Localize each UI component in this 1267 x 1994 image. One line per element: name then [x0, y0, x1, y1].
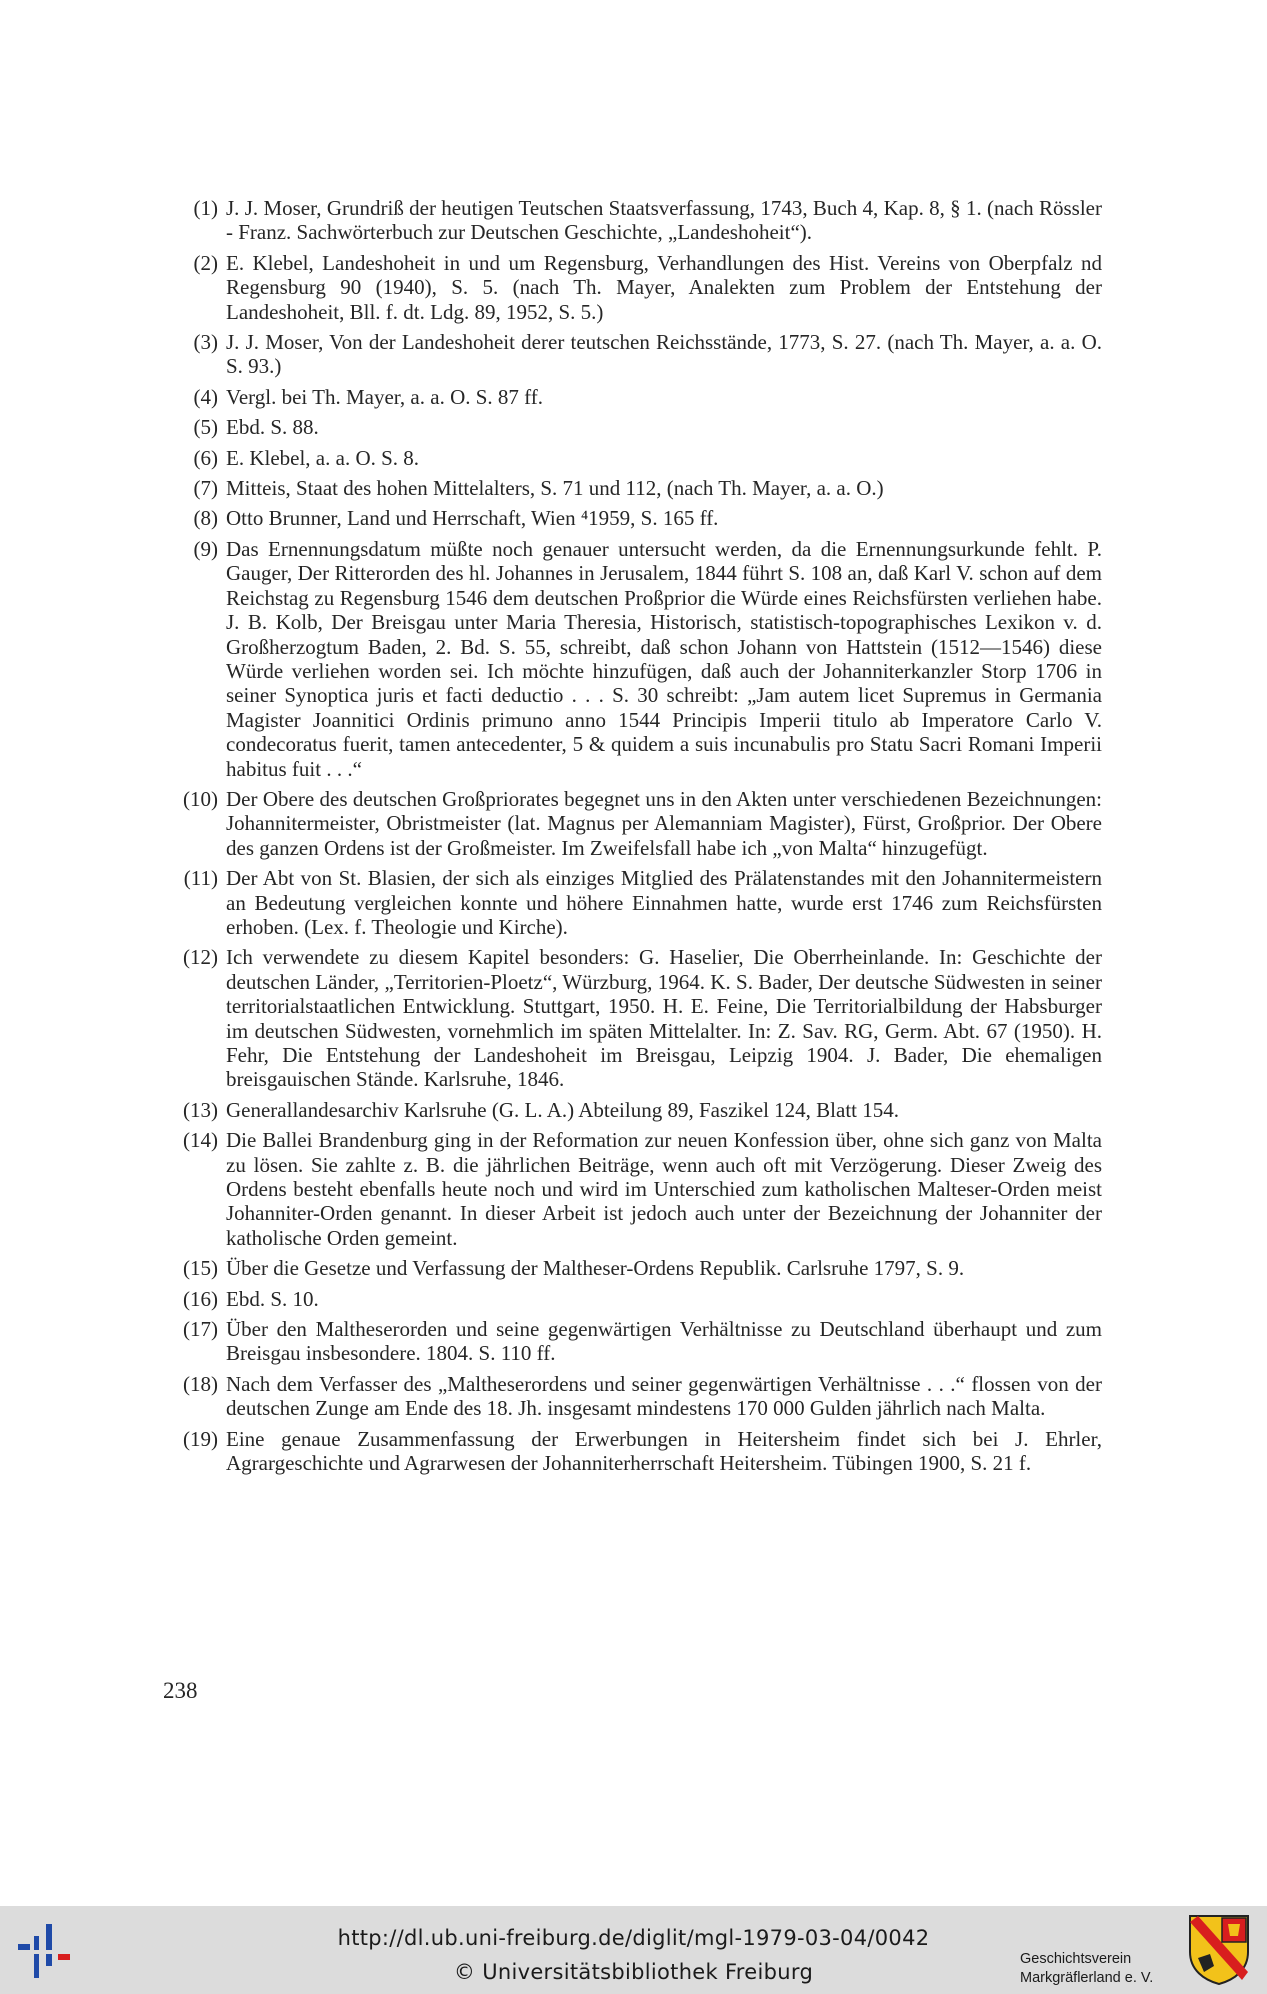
footnote-number: (2) [193, 250, 218, 275]
footnote [170, 196, 1102, 245]
footnote [170, 506, 1102, 530]
footnote [170, 446, 1102, 470]
footnote [170, 1317, 1102, 1366]
society-name-line: Markgräflerland e. V. [1020, 1970, 1154, 1986]
footnote-number: (10) [183, 786, 218, 811]
footnote-number: (15) [183, 1256, 218, 1281]
footnote-text: Das Ernennungsdatum müßte noch genauer untersucht werden, da die Ernennungsurkunde fehlt. P. Gauger, Der Ritterorden des hl. Johannes in Jerusalem, 1844 führt S. 108 an, daß Karl V. schon auf dem Reichstag zu Regensburg 1546 dem deutschen Proßprior die Würde eines Reichsfürsten verliehen habe. J. B. Kolb, Der Breisgau unter Maria Theresia, Historisch, statistisch-topographisches Lexikon v. d. Großherzogtum Baden, 2. Bd. S. 55, schreibt, daß schon Johann von Hattstein (1512—1546) diese Würde verliehen worden sei. Ich möchte hinzufügen, daß auch der Johanniterkanzler Storp 1706 in seiner Synoptica juris et facti deductio . . . S. 30 schreibt: „Jam autem licet Supremus in Germania Magister Joannitici Ordinis primuno anno 1544 Principis Imperii titulo ab Imperatore Carlo V. condecoratus fuerit, tamen antecedenter, 5 & quidem a suis incunabulis pro Statu Sacri Romani Imperii habitus fuit . . .“ [226, 536, 1102, 781]
footer-bar [0, 1906, 1267, 1994]
footnote-text: Vergl. bei Th. Mayer, a. a. O. S. 87 ff. [226, 384, 544, 409]
footnote-text: J. J. Moser, Grundriß der heutigen Teutschen Staatsverfassung, 1743, Buch 4, Kap. 8, § 1. (nach Rössler - Franz. Sachwörterbuch zur Deutschen Geschichte, „Landeshoheit“). [226, 196, 1102, 245]
footnote-text: Generallandesarchiv Karlsruhe (G. L. A.) Abteilung 89, Faszikel 124, Blatt 154. [226, 1097, 900, 1122]
footnote-number: (6) [193, 445, 218, 470]
footnote-number: (5) [193, 415, 218, 440]
footnote [170, 330, 1102, 379]
footnote-text: Der Obere des deutschen Großpriorates begegnet uns in den Akten unter verschiedenen Bezeichnungen: Johannitermeister, Obristmeister (lat. Magnus per Alemanniam Magister), Fürst, Großprior. Der Obere des ganzen Ordens ist der Großmeister. Im Zweifelsfall habe ich „von Malta“ hinzugefügt. [226, 786, 1102, 860]
footnote-number: (14) [183, 1128, 218, 1153]
footnote-text: E. Klebel, Landeshoheit in und um Regensburg, Verhandlungen des Hist. Vereins von Oberpfalz nd Regensburg 90 (1940), S. 5. (nach Th. Mayer, Analekten zum Problem der Entstehung der Landeshoheit, Bll. f. dt. Ldg. 89, 1952, S. 5.) [226, 250, 1102, 324]
footnote-number: (19) [183, 1426, 218, 1451]
copyright-text: © Universitätsbibliothek Freiburg [453, 1960, 814, 1984]
footnote [170, 251, 1102, 324]
footnote [170, 415, 1102, 439]
footnote-text: J. J. Moser, Von der Landeshoheit derer teutschen Reichsstände, 1773, S. 27. (nach Th. Mayer, a. a. O. S. 93.) [226, 330, 1102, 379]
footnote [170, 945, 1102, 1091]
footnote [170, 1256, 1102, 1280]
footnote [170, 1128, 1102, 1250]
footnote [170, 537, 1102, 781]
footnote-number: (11) [183, 866, 218, 891]
footnote-text: Mitteis, Staat des hohen Mittelalters, S. 71 und 112, (nach Th. Mayer, a. a. O.) [226, 476, 884, 501]
footnote [170, 866, 1102, 939]
footnote [170, 476, 1102, 500]
footnote-text: Ich verwendete zu diesem Kapitel besonders: G. Haselier, Die Oberrheinlande. In: Geschichte der deutschen Länder, „Territorien-Ploetz“, Würzburg, 1964. K. S. Bader, Der deutsche Südwesten in seiner territorialstaatlichen Entwicklung. Stuttgart, 1950. H. E. Feine, Die Territorialbildung der Habsburger im deutschen Südwesten, vornehmlich im späten Mittelalter. In: Z. Sav. RG, Germ. Abt. 67 (1950). H. Fehr, Die Entstehung der Landeshoheit im Breisgau, Leipzig 1904. J. Bader, Die ehemaligen breisgauischen Stände. Karlsruhe, 1846. [226, 945, 1102, 1092]
footnote [170, 385, 1102, 409]
footnote-number: (4) [193, 384, 218, 409]
footnote [170, 1372, 1102, 1421]
footnote [170, 1098, 1102, 1122]
shield-figure [1228, 1924, 1240, 1936]
footnote-number: (3) [193, 330, 218, 355]
footnote-text: Der Abt von St. Blasien, der sich als einziges Mitglied des Prälatenstandes mit den Johannitermeistern an Bedeutung vergleichen konnte und höhere Einnahmen hatte, wurde erst 1746 zum Reichsfürsten erhoben. (Lex. f. Theologie und Kirche). [226, 866, 1102, 939]
footnote-number: (8) [193, 506, 218, 531]
footnote-text: Über die Gesetze und Verfassung der Maltheser-Ordens Republik. Carlsruhe 1797, S. 9. [226, 1256, 965, 1281]
society-name-line: Geschichtsverein [1020, 1951, 1132, 1967]
footnote-number: (7) [193, 476, 218, 501]
footnote [170, 787, 1102, 860]
footnote-text: Ebd. S. 88. [226, 415, 319, 440]
footnote-text: Die Ballei Brandenburg ging in der Reformation zur neuen Konfession über, ohne sich ganz von Malta zu lösen. Sie zahlte z. B. die jährlichen Beiträge, wenn auch oft mit Verzögerung. Dieser Zweig des Ordens besteht ebenfalls heute noch und wird im Unterschied zum katholischen Malteser-Orden meist Johanniter-Orden genannt. In dieser Arbeit ist jedoch auch unter der Bezeichnung der Johanniter der katholische Orden gemeint. [226, 1128, 1102, 1250]
footnote-text: E. Klebel, a. a. O. S. 8. [226, 445, 420, 470]
footnote-number: (18) [183, 1371, 218, 1396]
coat-of-arms-icon [1188, 1914, 1250, 1986]
footnote-text: Nach dem Verfasser des „Maltheserordens und seiner gegenwärtigen Verhältnisse . . .“ flossen von der deutschen Zunge am Ende des 18. Jh. insgesamt mindestens 170 000 Gulden jährlich nach Malta. [226, 1371, 1102, 1421]
footnotes-list [170, 196, 1102, 1482]
footnote-number: (9) [193, 536, 218, 561]
footnote-number: (17) [183, 1317, 218, 1342]
footnote-text: Eine genaue Zusammenfassung der Erwerbungen in Heitersheim findet sich bei J. Ehrler, Agrargeschichte und Agrarwesen der Johanniterherrschaft Heitersheim. Tübingen 1900, S. 21 f. [226, 1426, 1102, 1476]
footnote-number: (12) [183, 945, 218, 970]
footnote [170, 1287, 1102, 1311]
footnote [170, 1427, 1102, 1476]
footnote-text: Otto Brunner, Land und Herrschaft, Wien ⁴1959, S. 165 ff. [226, 506, 719, 531]
society-name [1020, 1950, 1175, 1988]
footnote-number: (1) [193, 196, 218, 220]
permalink-url[interactable]: http://dl.ub.uni-freiburg.de/diglit/mgl-1979-03-04/0042 [337, 1926, 930, 1950]
page-number: 238 [163, 1678, 198, 1703]
footnote-number: (16) [183, 1286, 218, 1311]
footnote-text: Über den Maltheserorden und seine gegenwärtigen Verhältnisse zu Deutschland überhaupt und zum Breisgau insbesondere. 1804. S. 110 ff. [226, 1317, 1102, 1366]
footnote-number: (13) [183, 1097, 218, 1122]
footnote-text: Ebd. S. 10. [226, 1286, 319, 1311]
